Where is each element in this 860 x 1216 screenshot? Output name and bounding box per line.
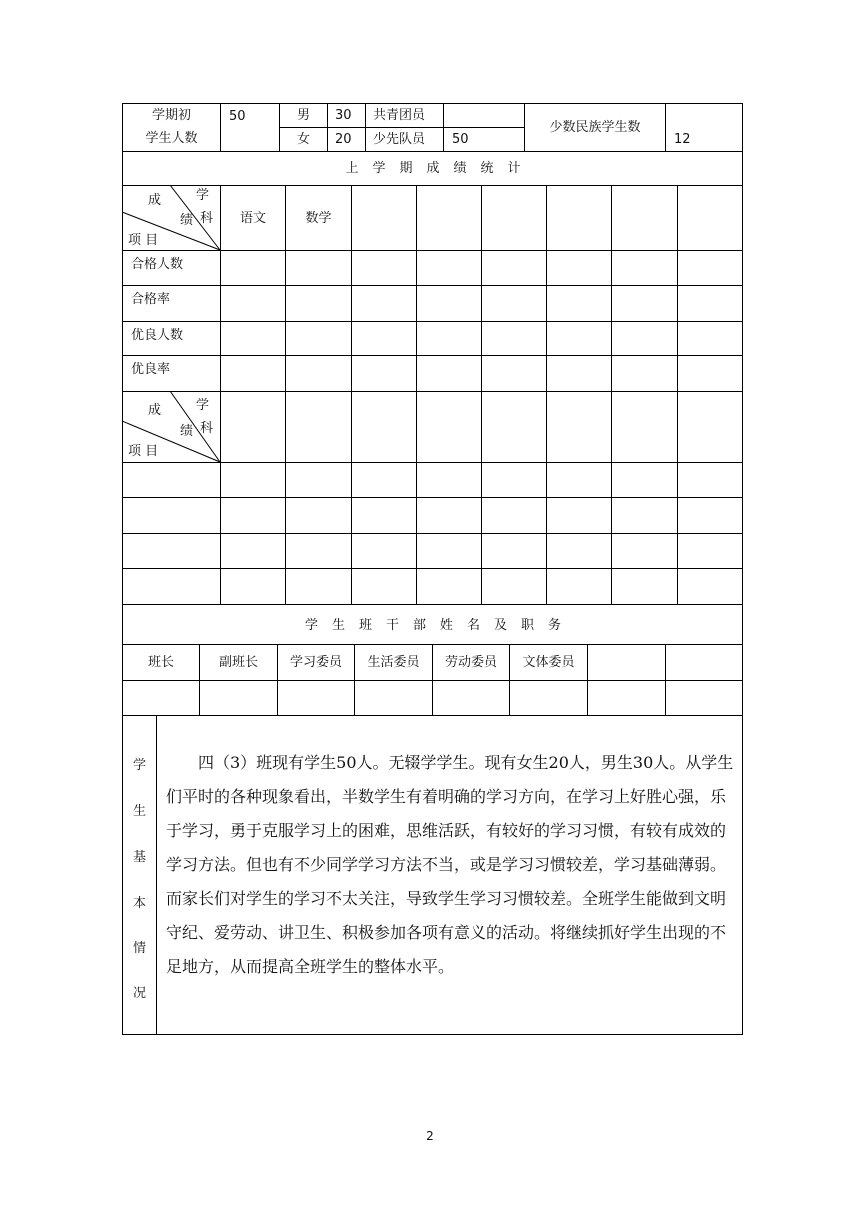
cadre-section-title: 学生班干部姓名及职务 xyxy=(304,618,575,633)
total-students: 50 xyxy=(229,109,246,124)
subject-math: 数学 xyxy=(305,211,332,226)
row-excellent-count: 优良人数 xyxy=(131,328,184,343)
row-pass-count: 合格人数 xyxy=(131,257,184,272)
basic-info-label-5: 情 xyxy=(132,941,146,956)
role-vice-monitor: 副班长 xyxy=(218,655,258,670)
role-labor: 劳动委员 xyxy=(444,655,497,670)
basic-info-label-2: 生 xyxy=(132,804,146,819)
diag2-score-1: 成 xyxy=(148,403,162,418)
enrollment-label-line1: 学期初 xyxy=(151,108,191,123)
page-number: 2 xyxy=(426,1129,434,1143)
stats-section-title: 上学期成绩统计 xyxy=(345,161,535,176)
role-study: 学习委员 xyxy=(289,655,342,670)
female-label: 女 xyxy=(296,132,310,147)
diag2-item: 项 目 xyxy=(128,444,159,459)
diag2-subject-1: 学 xyxy=(196,398,210,413)
male-count: 30 xyxy=(335,108,352,123)
male-label: 男 xyxy=(296,108,310,123)
role-life: 生活委员 xyxy=(367,655,420,670)
league-member-label: 共青团员 xyxy=(373,108,426,123)
diag-subject-2: 科 xyxy=(200,211,214,226)
minority-count: 12 xyxy=(674,132,691,147)
role-monitor: 班长 xyxy=(147,655,174,670)
pioneer-label: 少先队员 xyxy=(373,132,426,147)
basic-info-label-6: 况 xyxy=(132,986,146,1001)
minority-label: 少数民族学生数 xyxy=(549,120,641,135)
diag-score-2: 绩 xyxy=(180,213,194,228)
diag-score-1: 成 xyxy=(148,193,162,208)
basic-info-text-block xyxy=(166,746,738,984)
basic-info-label-4: 本 xyxy=(132,896,146,911)
enrollment-label-line2: 学生人数 xyxy=(145,131,198,146)
basic-info-label-3: 基 xyxy=(132,850,146,865)
basic-info-paragraph: 四（3）班现有学生50人。无辍学学生。现有女生20人，男生30人。从学生们平时的各种现象看出，半数学生有着明确的学习方向，在学习上好胜心强，乐于学习，勇于克服学习上的困难，思维活跃，有较好的学习习惯，有较有成效的学习方法。但也有不少同学学习方法不当，或是学习习惯较差，学习基础薄弱。而家长们对学生的学习不太关注，导致学生学习习惯较差。全班学生能做到文明守纪、爱劳动、讲卫生、积极参加各项有意义的活动。将继续抓好学生出现的不足地方，从而提高全班学生的整体水平。 xyxy=(166,753,734,976)
role-arts-sports: 文体委员 xyxy=(522,655,575,670)
diag2-score-2: 绩 xyxy=(180,424,194,439)
diag-subject-1: 学 xyxy=(196,188,210,203)
row-excellent-rate: 优良率 xyxy=(131,362,171,377)
row-pass-rate: 合格率 xyxy=(131,292,171,307)
basic-info-label-1: 学 xyxy=(132,758,146,773)
pioneer-count: 50 xyxy=(452,132,469,147)
subject-chinese: 语文 xyxy=(239,211,266,226)
diag2-subject-2: 科 xyxy=(200,421,214,436)
female-count: 20 xyxy=(335,132,352,147)
diag-item: 项 目 xyxy=(128,233,159,248)
